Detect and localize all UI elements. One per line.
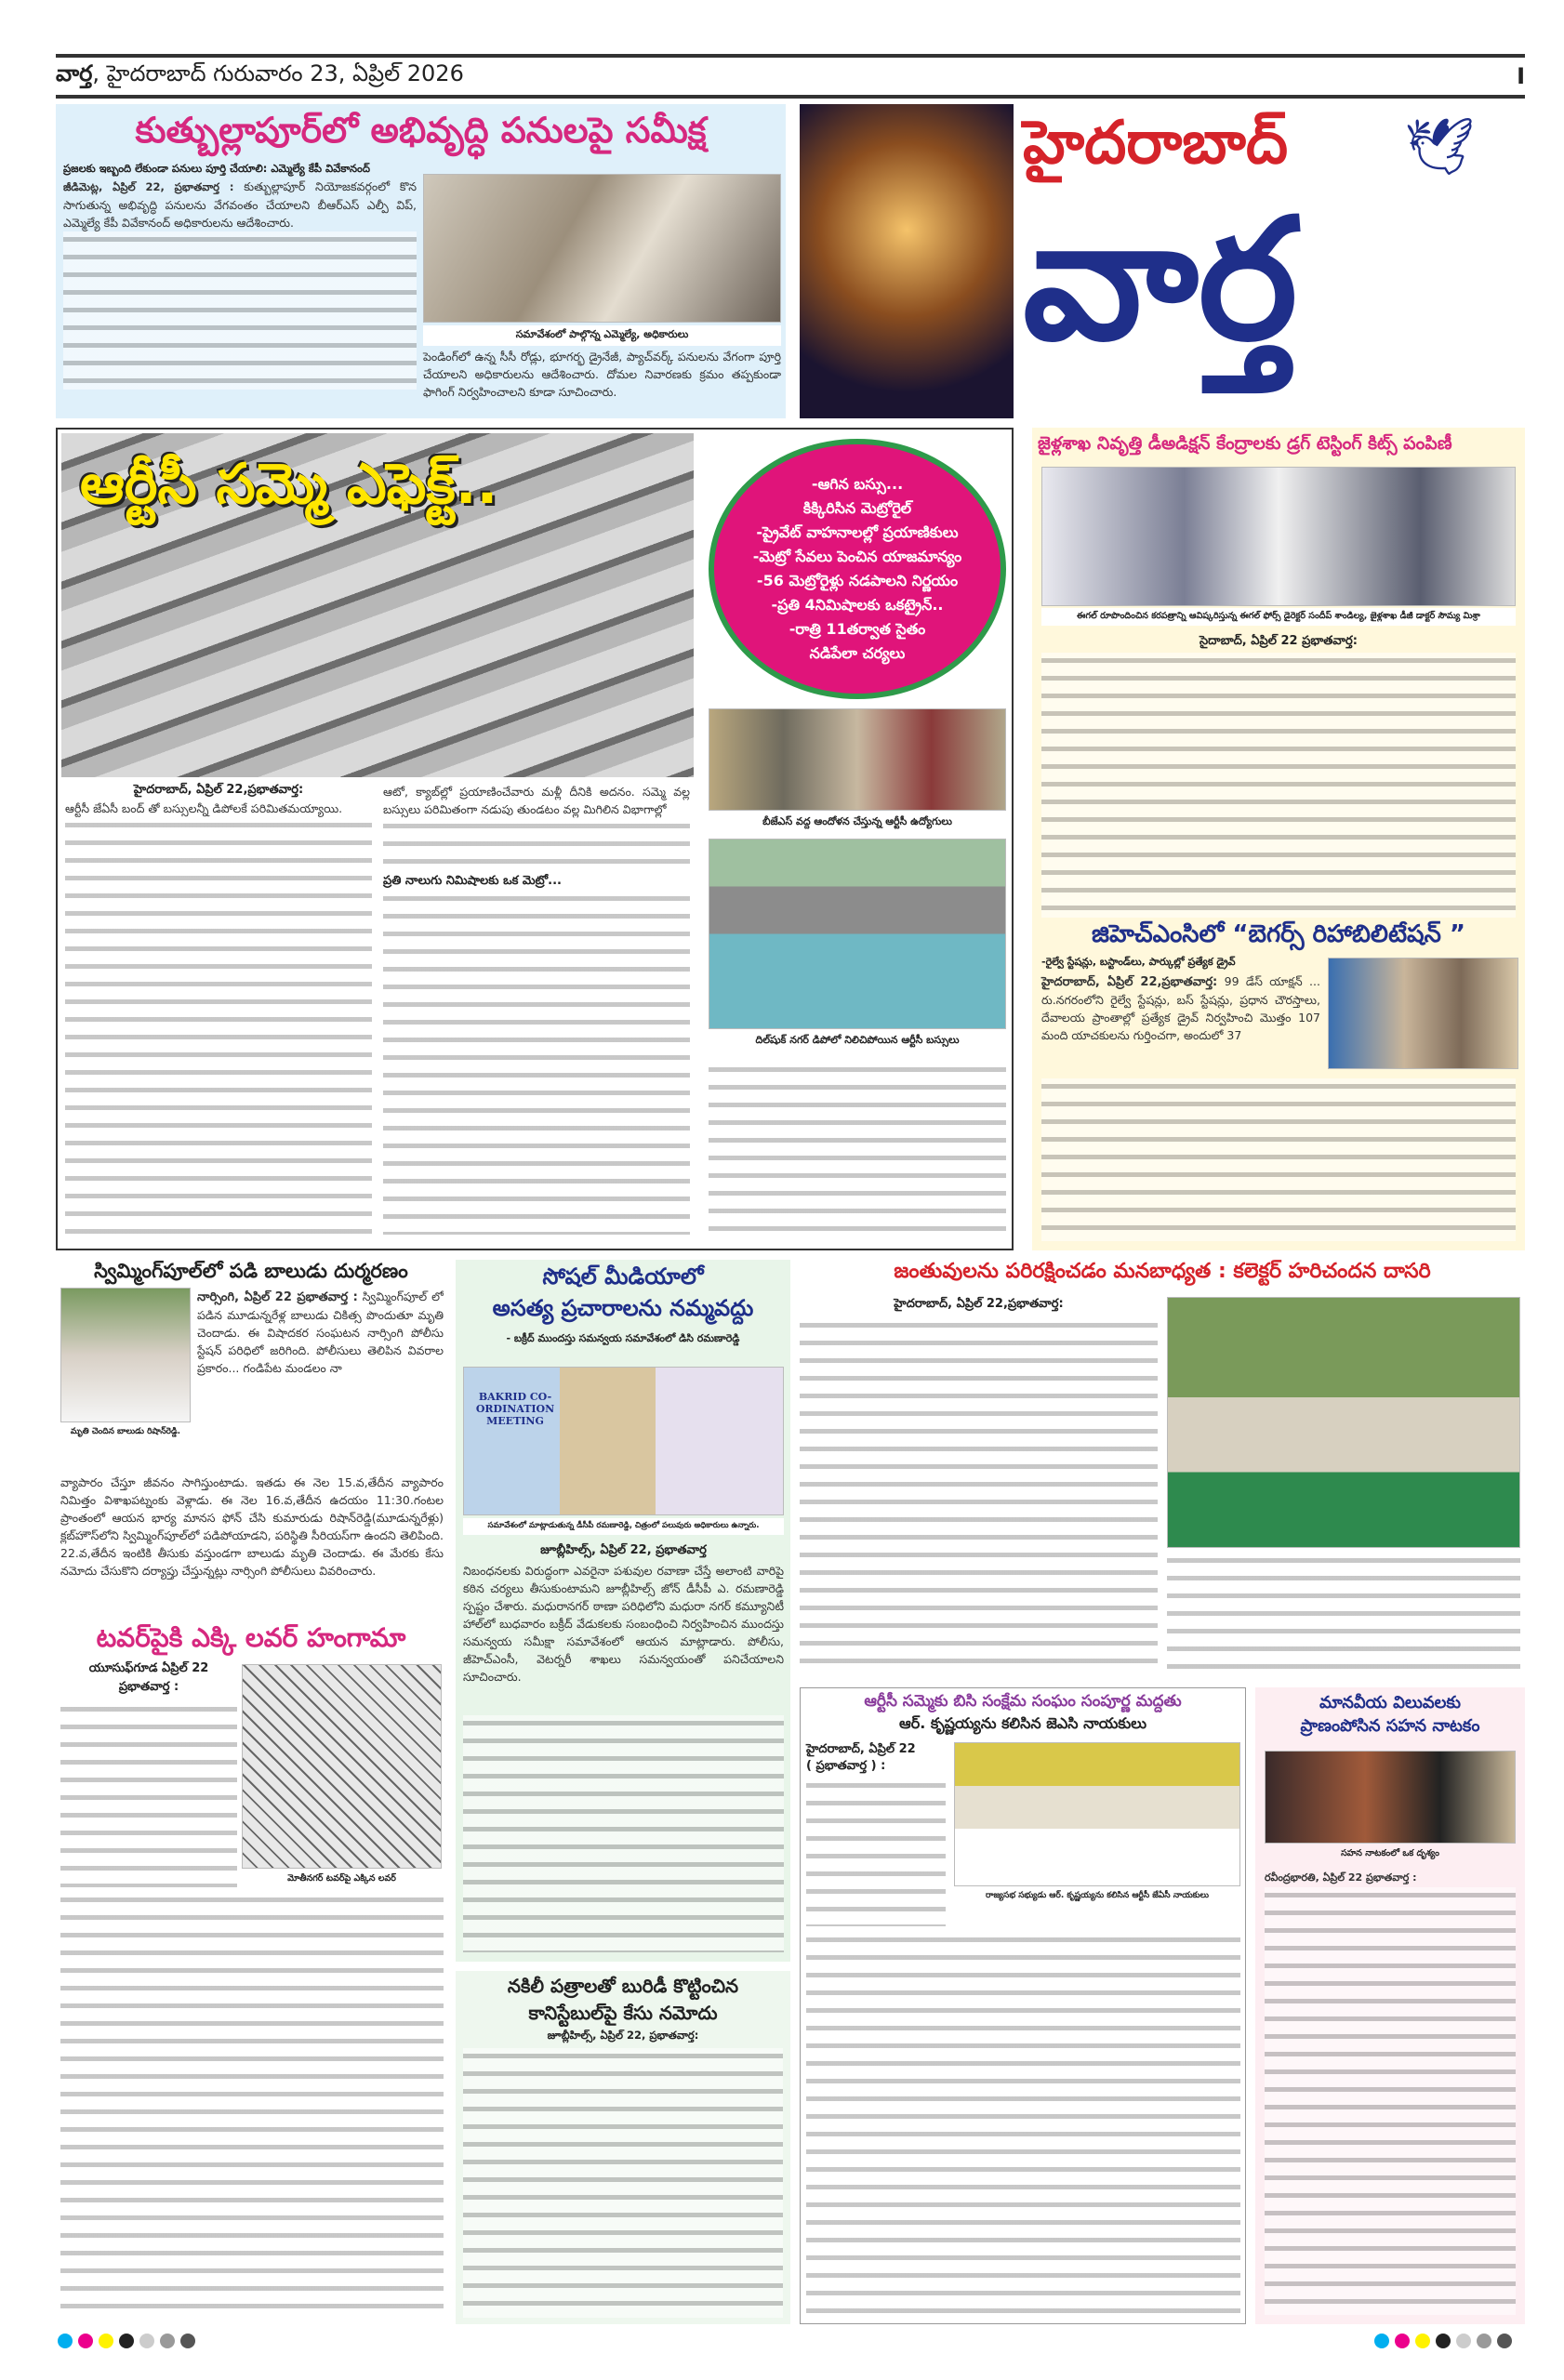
- text-lines: [709, 1062, 1006, 1238]
- highlight: -మెట్రో సేవలు పెంచిన యాజమాన్యం: [752, 548, 962, 565]
- text-lines: [463, 2048, 783, 2318]
- masthead: [800, 104, 1525, 418]
- subheadline: -రైల్వే స్టేషన్లు, బస్టాండ్‌లు, పార్కుల్లో ప్రత్యేక డ్రైవ్: [1041, 956, 1236, 968]
- highlight: -56 మెట్రోరైళ్లు నడపాలని నిర్ణయం: [756, 572, 959, 589]
- headline: కానిస్టేబుల్‌పై కేసు నమోదు: [528, 2002, 718, 2024]
- text-lines: [806, 1932, 1240, 2318]
- headline: జంతువులను పరిరక్షించడం మనబాధ్యత : కలెక్టర్ హరిచందన దాసరి: [894, 1260, 1431, 1283]
- protest-photo: [709, 708, 1006, 811]
- headline: కుత్బుల్లాపూర్‌లో అభివృద్ధి పనులపై సమీక్ష: [135, 110, 707, 151]
- dateline: జూబ్లీహిల్స్, ఏప్రిల్ 22, ప్రభాతవార్త:: [547, 2029, 699, 2042]
- banner-text: BAKRID CO-ORDINATION MEETING: [475, 1391, 555, 1427]
- headline: ప్రాణంపోసిన సహన నాటకం: [1300, 1716, 1480, 1736]
- subheading: ప్రతి నాలుగు నిమిషాలకు ఒక మెట్రో...: [383, 874, 562, 888]
- headline: మానవీయ విలువలకు: [1319, 1693, 1462, 1712]
- dateline: నార్సింగి, ఏప్రిల్ 22 ప్రభాతవార్త :: [197, 1290, 358, 1304]
- subheadline: - బక్రీద్ ముందస్తు సమన్వయ సమావేశంలో డిసి రమణారెడ్డి: [506, 1332, 740, 1344]
- text-lines: [1167, 1553, 1520, 1673]
- article-swimming-pool: [56, 1260, 446, 1618]
- page-header: వార్త, హైదరాబాద్ గురువారం 23, ఏప్రిల్ 2026 I: [56, 54, 1525, 99]
- article-fake-documents: [456, 1971, 790, 2324]
- masthead-title: వార్త: [1023, 183, 1298, 377]
- body-text: ఆర్టీసీ జేఏసీ బంద్ తో బస్సులన్నీ డిపోలకే పరిమితమయ్యాయి.: [65, 801, 343, 815]
- photo-caption: సమావేశంలో మాట్లాడుతున్న డీసీపీ రమణారెడ్డి, చిత్రంలో పలువురు అధికారులు ఉన్నారు.: [463, 1518, 784, 1535]
- headline-beggars: జిహెచ్ఎంసిలో “బెగర్స్ రిహాబిలిటేషన్ ”: [1092, 920, 1465, 948]
- body-text: స్విమ్మింగ్‌పూల్ లో పడిన మూడున్నరేళ్ల బాలుడు చికిత్స పొందుతూ మృతి చెందాడు. ఈ విషాదకర సంఘటన నార్సింగి పోలీసు స్టేషన్ పరిధిలో జరిగింది. పోలీసులు తెలిపిన వివరాల ప్రకారం... గండిపేట మండలం నా: [197, 1289, 444, 1375]
- bird-logo-icon: 🕊: [1404, 114, 1476, 179]
- dateline: హైదరాబాద్, ఏప్రిల్ 22: [806, 1742, 916, 1756]
- text-lines: [65, 817, 372, 1236]
- dateline: జీడిమెట్ల, ఏప్రిల్ 22, ప్రభాతవార్త :: [63, 180, 234, 193]
- color-registration-marks: [58, 2334, 195, 2348]
- dateline: హైదరాబాద్, ఏప్రిల్ 22,ప్రభాతవార్త:: [894, 1297, 1064, 1311]
- article-tower: [56, 1622, 446, 2324]
- headline: అసత్య ప్రచారాలను నమ్మవద్దు: [492, 1295, 754, 1321]
- dateline: జూబ్లీహిల్స్, ఏప్రిల్ 22, ప్రభాతవార్త: [540, 1543, 707, 1557]
- photo-caption: రాజ్యసభ సభ్యుడు ఆర్. కృష్ణయ్యను కలిసిన ఆర్టీసీ జేఏసీ నాయకులు: [986, 1891, 1209, 1900]
- photo-caption: దిల్‌షుక్ నగర్ డిపోలో నిలిచిపోయిన ఆర్టీసీ బస్సులు: [755, 1034, 960, 1046]
- highlights-circle: [709, 439, 1006, 699]
- right-column: [1032, 428, 1525, 1250]
- headline-drug-kits: జైళ్లశాఖ నివృత్తి డీఅడిక్షన్ కేంద్రాలకు డ్రగ్ టెస్టింగ్ కిట్స్ పంపిణీ: [1038, 433, 1452, 454]
- dateline: రవీంద్రభారతి, ఏప్రిల్ 22 ప్రభాతవార్త :: [1265, 1871, 1417, 1884]
- dateline: సైదాబాద్, ఏప్రిల్ 22 ప్రభాతవార్త:: [1200, 634, 1358, 648]
- photo-caption: సహన నాటకంలో ఒక దృశ్యం: [1341, 1848, 1439, 1858]
- text-lines: [1041, 1078, 1516, 1241]
- beggars-rescue-photo: [1328, 958, 1518, 1069]
- photo-caption: మోతీనగర్ టవర్‌పై ఎక్కిన లవర్: [287, 1873, 396, 1884]
- text-lines: [806, 1778, 946, 1926]
- headline: నకిలీ పత్రాలతో బురిడీ కొట్టించిన: [507, 1975, 739, 1997]
- article-rtc-strike: [56, 428, 1014, 1250]
- dateline: హైదరాబాద్, ఏప్రిల్ 22,ప్రభాతవార్త:: [133, 783, 304, 797]
- article-kutbullapur: [56, 104, 786, 418]
- article-animals: [800, 1260, 1525, 1678]
- drama-scene-photo: [1265, 1751, 1516, 1844]
- color-registration-marks: [1374, 2334, 1512, 2348]
- page-number: I: [1517, 63, 1525, 89]
- photo-caption: మృతి చెందిన బాలుడు రిషాన్‌రెడ్డి.: [70, 1427, 181, 1436]
- header-date: హైదరాబాద్ గురువారం 23, ఏప్రిల్ 2026: [106, 60, 464, 86]
- body-text: నిబంధనలకు విరుద్ధంగా ఎవరైనా పశువుల రవాణా చేస్తే అలాంటి వారిపై కఠిన చర్యలు తీసుకుంటామని జూబ్లీహిల్స్ జోన్ డీసీపీ ఎ. రమణారెడ్డి స్పష్టం చేశారు. మధురానగర్ ఠాణా పరిధిలోని మధురా నగర్ కమ్యూనిటీ హాల్‌లో బుధవారం బక్రీద్ వేడుకలకు సంబంధించి నిర్వహించిన ముందస్తు సమన్వయ సమీక్షా సమావేశంలో ఆయన మాట్లాడారు. పోలీసు, జీహెచ్ఎంసీ, వెటర్నరీ శాఖలు సమన్వయంతో పనిచేయాలని సూచించారు.: [463, 1564, 784, 1684]
- text-lines: [1041, 653, 1516, 918]
- article-social-media: [456, 1260, 790, 1962]
- photo-caption: ఈగల్ రూపొందించిన కరపత్రాన్ని ఆవిష్కరిస్తున్న ఈగల్ ఫోర్స్ డైరెక్టర్ సందీప్ శాండిల్య, జైళ్లశాఖ డీజీ డాక్టర్ సౌమ్య మిశ్రా: [1041, 608, 1516, 626]
- text-lines: [60, 1892, 444, 2315]
- text-lines: [383, 891, 690, 1235]
- bakrid-meeting-photo: [463, 1367, 784, 1515]
- highlight: -ప్రైవేట్ వాహనాలల్లో ప్రయాణికులు: [756, 523, 959, 541]
- photo-caption: బీజేఎస్ వద్ద ఆందోళన చేస్తున్న ఆర్టీసీ ఉద్యోగులు: [762, 815, 952, 827]
- headline: టవర్‌పైకి ఎక్కి లవర్ హంగామా: [96, 1622, 406, 1653]
- headline: ఆర్టీసీ సమ్మెకు బిసి సంక్షేమ సంఘం సంపూర్ణ మద్దతు: [864, 1692, 1182, 1711]
- body-text: కుత్బుల్లాపూర్ నియోజకవర్గంలో కొన సాగుతున్న అభివృద్ధి పనులను వేగవంతం చేయాలని బీఆర్ఎస్ ఎల్పీ విప్, ఎమ్మెల్యే కేపీ వివేకానంద్ అధికారులను ఆదేశించారు.: [63, 179, 417, 230]
- dateline: యూసుఫ్‌గూడ ఏప్రిల్ 22: [88, 1661, 209, 1675]
- article-drama: [1255, 1687, 1525, 2324]
- depot-buses-photo: [709, 839, 1006, 1029]
- headline: సోషల్ మీడియాలో: [542, 1263, 704, 1289]
- highlight: -రాత్రి 11తర్వాత సైతం: [789, 620, 926, 638]
- highlight: -ప్రతి 4నిమిషాలకు ఒకట్రైన్..: [771, 596, 944, 614]
- headline: ఆర్టీసీ సమ్మె ఎఫెక్ట్..: [80, 452, 498, 517]
- dateline: ( ప్రభాతవార్త ) :: [806, 1759, 886, 1773]
- meeting-photo: [423, 174, 781, 323]
- highlight: కిక్కిరిసిన మెట్రోరైల్: [802, 499, 912, 517]
- charminar-photo: [800, 104, 1014, 418]
- paper-name: వార్త: [56, 60, 93, 86]
- text-lines: [463, 1715, 784, 1952]
- collector-dog-photo: [1167, 1297, 1520, 1548]
- dateline: ప్రభాతవార్త :: [118, 1680, 179, 1694]
- boy-photo: [60, 1288, 191, 1422]
- body-text-2: పెండింగ్‌లో ఉన్న సీసీ రోడ్లు, భూగర్భ డ్రైనేజీ, ప్యాచ్‌వర్క్ పనులను వేగంగా పూర్తి చేయాలని అధికారులను ఆదేశించారు. దోమల నివారణకు క్రమం తప్పకుండా ఫాగింగ్ నిర్వహించాలని కూడా సూచించారు.: [423, 350, 781, 399]
- subheadline: ప్రజలకు ఇబ్బంది లేకుండా పనులు పూర్తి చేయాలి: ఎమ్మెల్యే కేపీ వివేకానంద్: [63, 162, 370, 175]
- krishnaiah-meeting-photo: [954, 1742, 1240, 1886]
- drug-kits-photo: [1041, 467, 1516, 606]
- text-lines: [1265, 1887, 1516, 2315]
- subheadline: ఆర్. కృష్ణయ్యను కలిసిన జెఎసి నాయకులు: [898, 1714, 1147, 1732]
- dateline: హైదరాబాద్, ఏప్రిల్ 22,ప్రభాతవార్త:: [1041, 975, 1218, 989]
- text-lines: [383, 818, 690, 874]
- text-lines: [63, 231, 417, 390]
- bus-depot-photo: [61, 433, 694, 777]
- photo-caption: సమావేశంలో పాల్గొన్న ఎమ్మెల్యే, అధికారులు: [423, 325, 781, 346]
- body-text-2: వ్యాపారం చేస్తూ జీవనం సాగిస్తుంటాడు. ఇతడు ఈ నెల 15.వ,తేదీన వ్యాపారం నిమిత్తం విశాఖపట్నంకు వెళ్లాడు. ఈ నెల 16.వ,తేదీన ఉదయం 11:30.గంటల ప్రాంతంలో ఆయన భార్య మానస ఫోన్ చేసి కుమారుడు రిషాన్‌రెడ్డి(మూడున్నరేళ్లు) క్లబ్‌హౌస్‌లోని స్విమ్మింగ్‌పూల్‌లో పడిపోయాడని, పరిస్థితి సీరియస్‌గా ఉందని తెలిపింది. 22.వ,తేదీన ఇంటికి తీసుకు వస్తుండగా బాలుడు మృతి చెందాడు. ఈ మేరకు కేసు నమోదు చేసుకొని దర్యాప్తు చేస్తున్నట్లు నార్సింగి పోలీసులు వివరించారు.: [60, 1475, 444, 1578]
- masthead-city: హైదరాబాద్: [1023, 109, 1289, 178]
- highlight: నడిపేలా చర్యలు: [809, 644, 906, 662]
- body-text: ఆటో, క్యాబ్‌ల్లో ప్రయాణించేవారు మళ్లీ దీనికి అదనం. సమ్మె వల్ల బస్సులు పరిమితంగా నడుపు తుండటం వల్ల మిగిలిన విభాగాల్లో: [383, 785, 690, 816]
- headline: స్విమ్మింగ్‌పూల్‌లో పడి బాలుడు దుర్మరణం: [94, 1260, 408, 1282]
- text-lines: [60, 1701, 237, 1887]
- body-text: 99 డేస్ యాక్షన్ ... రు.నగరంలోని రైల్వే స్టేషన్లు, బస్ స్టేషన్లు, ప్రధాన చౌరస్తాలు, దేవాలయ ప్రాంతాల్లో ప్రత్యేక డ్రైవ్ నిర్వహించి మొత్తం 107 మంది యాచకులను గుర్తించగా, అందులో 37: [1041, 974, 1320, 1042]
- article-bc-support: [800, 1687, 1246, 2324]
- text-lines: [800, 1317, 1158, 1675]
- tower-photo: [242, 1664, 442, 1869]
- highlight: -ఆగిన బస్సు...: [811, 475, 904, 493]
